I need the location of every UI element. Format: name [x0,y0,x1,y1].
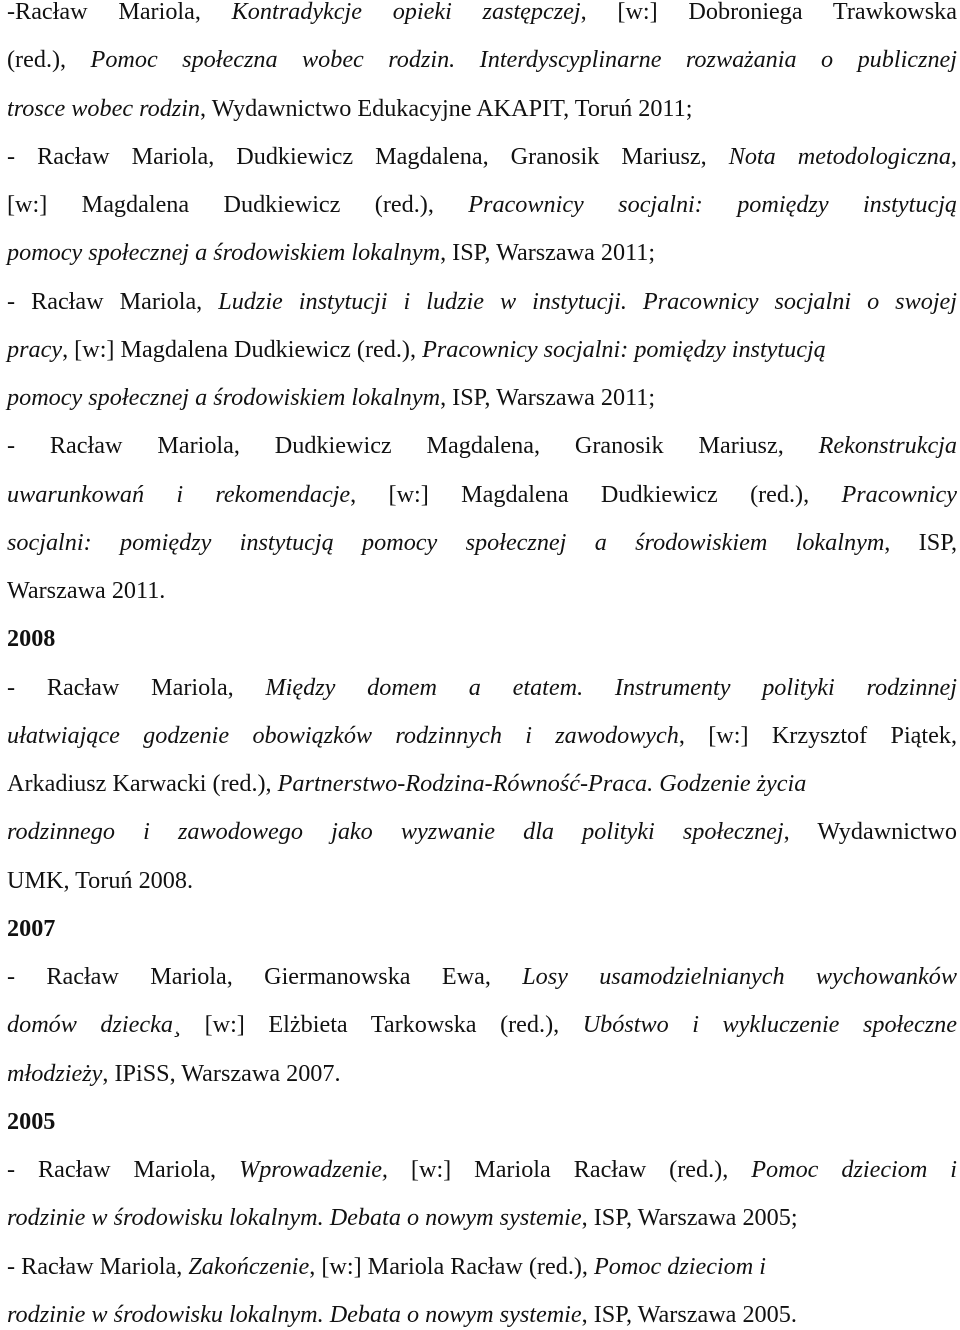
text-line [7,673,957,703]
plain-text: , Wydawnictwo Edukacyjne AKAPIT, Toruń 2011; [200,94,693,122]
text-line [7,383,957,413]
text-line [7,335,957,365]
plain-text: , IPiSS, Warszawa 2007. [102,1059,341,1087]
plain-text: [w:] Elżbieta Tarkowska (red.), [181,1011,583,1039]
italic-text: rodzinnego i zawodowego jako wyzwanie dla polityki społecznej [7,818,784,846]
italic-text: pomocy społecznej a środowiskiem lokalnym [7,384,441,411]
italic-text: Rekonstrukcja [818,432,957,460]
plain-text: Warszawa 2011. [7,577,166,604]
plain-text: , [w:] Dobroniega Trawkowska [580,0,957,25]
italic-text: pomocy społecznej a środowiskiem lokalnym [7,239,441,267]
plain-text: [w:] Magdalena Dudkiewicz (red.), [7,191,469,218]
italic-text: Nota metodologiczna, [728,142,957,170]
text-line [7,1300,957,1330]
plain-text: , Wydawnictwo [783,818,957,846]
plain-text: - Racław Mariola, [7,1156,240,1183]
text-line [7,431,957,461]
year-heading [7,624,957,654]
plain-text: - Racław Mariola, [7,673,266,701]
plain-text: - Racław Mariola, Dudkiewicz Magdalena, Granosik Mariusz, [7,142,729,170]
plain-text: [w:] Mariola Racław (red.), [387,1156,752,1183]
italic-text: Pomoc dzieciom i [751,1156,958,1183]
text-line [7,1010,957,1040]
text-line [7,0,957,27]
heading-text: 2008 [7,625,56,653]
heading-text: 2005 [7,1107,56,1135]
italic-text: rodzinie w środowisku lokalnym. Debata o nowym systemie [7,1204,582,1232]
text-line [7,1059,957,1089]
plain-text: , ISP, Warszawa 2011; [440,239,656,267]
text-line [7,238,957,268]
text-line [7,528,957,558]
italic-text: Pracownicy [841,480,957,508]
italic-text: Pracownicy socjalni: pomiędzy instytucją [422,335,826,363]
text-line [7,866,957,896]
plain-text: - Racław Mariola, [7,287,219,315]
italic-text: Wprowadzenie, [239,1156,388,1183]
plain-text: Arkadiusz Karwacki (red.), [7,770,278,797]
plain-text: (red.), [7,46,91,74]
italic-text: Ubóstwo i wykluczenie społeczne [582,1011,957,1039]
text-line [7,817,957,847]
text-line [7,94,957,124]
year-heading [7,914,957,944]
text-line [7,190,957,220]
text-line [7,287,957,317]
plain-text: - Racław Mariola, [7,1252,189,1280]
italic-text: Ludzie instytucji i ludzie w instytucji. Pracownicy socjalni o swojej [218,287,957,315]
italic-text: uwarunkowań i rekomendacje [7,480,351,508]
plain-text: , ISP, Warszawa 2005; [581,1204,798,1232]
plain-text: UMK, Toruń 2008. [7,866,193,894]
plain-text: , ISP, [884,528,958,556]
heading-text: 2007 [7,914,56,942]
text-line [7,142,957,172]
italic-text: pracy [7,335,63,363]
plain-text: , [w:] Magdalena Dudkiewicz (red.), [350,480,842,508]
italic-text: Partnerstwo-Rodzina-Równość-Praca. Godzenie życia [277,770,807,797]
italic-text: Pomoc społeczna wobec rodzin. Interdyscyplinarne rozważania o publicznej [90,46,957,74]
italic-text: domów dziecka¸ [7,1011,182,1039]
plain-text: - Racław Mariola, Dudkiewicz Magdalena, Granosik Mariusz, [7,432,819,460]
italic-text: Między domem a etatem. Instrumenty polityki rodzinnej [265,673,958,701]
italic-text: ułatwiające godzenie obowiązków rodzinnych i zawodowych [7,721,679,749]
year-heading [7,1107,957,1137]
italic-text: Pracownicy socjalni: pomiędzy instytucją [468,191,958,218]
text-line [7,721,957,751]
plain-text: - Racław Mariola, Giermanowska Ewa, [7,963,523,990]
text-line [7,962,957,992]
text-line [7,45,957,75]
italic-text: młodzieży [7,1059,103,1087]
italic-text: socjalni: pomiędzy instytucją pomocy społecznej a środowiskiem lokalnym [7,528,885,556]
italic-text: Losy usamodzielnianych wychowanków [522,963,957,990]
text-line [7,480,957,510]
italic-text: trosce wobec rodzin [7,94,201,122]
plain-text: , [w:] Magdalena Dudkiewicz (red.), [62,335,423,363]
text-line [7,1203,957,1233]
italic-text: Zakończenie [188,1252,310,1280]
plain-text: , [w:] Mariola Racław (red.), [309,1252,595,1280]
plain-text: -Racław Mariola, [7,0,232,25]
plain-text: , ISP, Warszawa 2005. [581,1300,797,1328]
text-line [7,1252,957,1282]
italic-text: Kontradykcje opieki zastępczej [231,0,581,25]
text-line [7,769,957,799]
plain-text: , ISP, Warszawa 2011; [440,384,656,411]
italic-text: Pomoc dzieciom i [594,1252,766,1280]
text-line [7,1155,957,1185]
plain-text: , [w:] Krzysztof Piątek, [678,721,957,749]
text-line [7,576,957,606]
italic-text: rodzinie w środowisku lokalnym. Debata o nowym systemie [7,1300,582,1328]
